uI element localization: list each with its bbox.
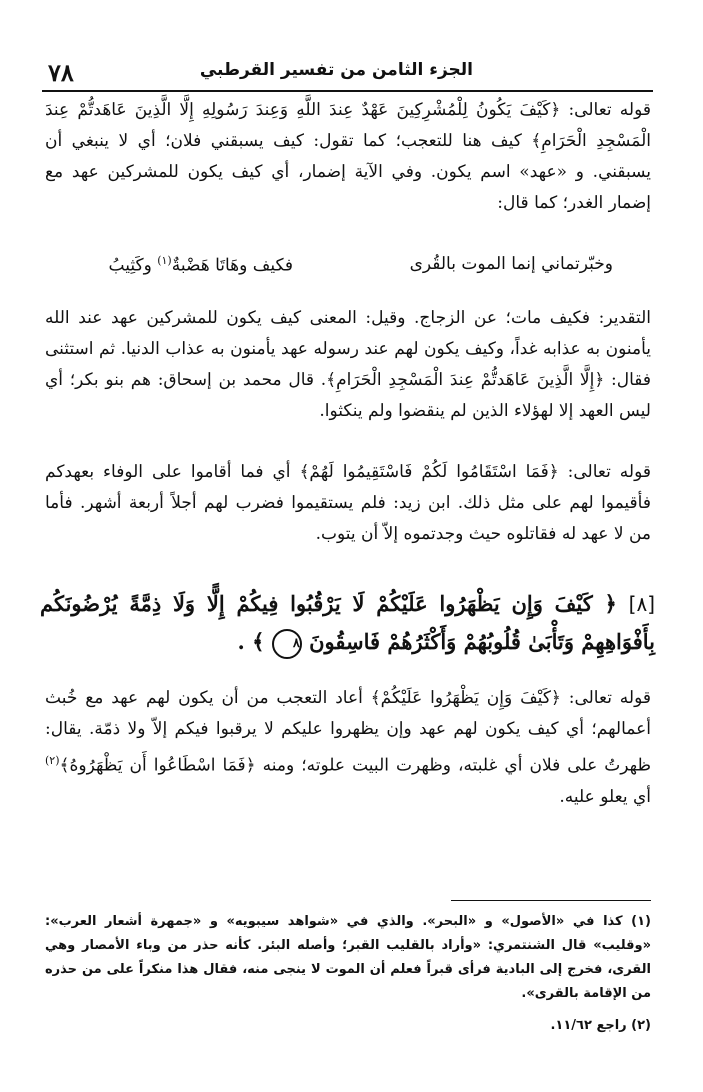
paragraph-1: قوله تعالى: ﴿كَيْفَ يَكُونُ لِلْمُشْرِكِينَ عَهْدٌ عِندَ اللَّهِ وَعِندَ رَسُولِهِ إِلَّا الَّذِينَ عَاهَدتُّمْ عِندَ الْمَسْجِدِ الْحَرَامِ﴾ كيف هنا للتعجب؛ كما تقول: كيف يسبقني فلان؛ أي لا ينبغي أن يسبقني. و «عهد» اسم يكون. وفي الآية إضمار، أي كيف يكون للمشركين عهد مع إضمار الغدر؛ كما قال:: [45, 100, 651, 213]
footnote-divider: [451, 900, 651, 901]
page-header: [42, 56, 653, 92]
footnote-ref-2: (٢): [45, 754, 60, 767]
paragraph-4-text: قوله تعالى: ﴿كَيْفَ وَإِن يَظْهَرُوا عَلَيْكُمْ﴾ أعاد التعجب من أن يكون لهم عهد مع خُبث أعمالهم؛ أي كيف يكون لهم عهد وإن يظهروا عليكم لا يرقبوا فيكم إلاّ ولا ذمّة. يقال: ظهرتُ على فلان أي غلبته، وظهرت البيت علوته؛ ومنه ﴿فَمَا اسْطَاعُوا أَن يَظْهَرُوهُ﴾: [45, 688, 651, 776]
quran-verse-8: [40, 585, 655, 661]
verse-number: [٨]: [628, 592, 656, 616]
verse-closing: ﴾ .: [237, 629, 265, 654]
footnote-1: (١) كذا في «الأصول» و «البحر». والذي في «شواهد سيبويه» و «جمهرة أشعار العرب»: «وقليب» قال الشنتمري: «وأراد بالقليب القبر؛ وأصله البئر. كأنه حذر من وباء الأمصار وهي القرى، فخرج إلى البادية فرأى قبراً فعلم أن الموت لا ينجى منه، فقال هذا منكراً على من حذره من الإقامة بالقرى».: [45, 914, 651, 1001]
verse-text: ﴿ كَيْفَ وَإِن يَظْهَرُوا عَلَيْكُمْ لَا يَرْقُبُوا فِيكُمْ إِلًّا وَلَا ذِمَّةً يُرْضُونَكُم بِأَفْوَاهِهِمْ وَتَأْبَىٰ قُلُوبُهُمْ وَأَكْثَرُهُمْ فَاسِقُونَ: [40, 591, 655, 654]
poetry-hemistich-left-text: فكيف وهَاتَا هَضْبةٌ: [171, 255, 293, 276]
footnote-2: (٢) راجع ١١/٦٢.: [550, 1018, 651, 1033]
paragraph-3: قوله تعالى: ﴿فَمَا اسْتَقَامُوا لَكُمْ فَاسْتَقِيمُوا لَهُمْ﴾ أي فما أقاموا على الوفاء بعهدكم فأقيموا لهم على مثل ذلك. ابن زيد: فلم يستقيموا فضرب لهم أجلاً أربعة أشهر. فأما من لا عهد له فقاتلوه حيث وجدتموه إلاّ أن يتوب.: [45, 462, 651, 544]
poetry-hemistich-left-end: وكَثِيبُ: [108, 255, 152, 276]
footnote-ref-1: (١): [157, 254, 172, 267]
footnotes: [45, 910, 651, 1038]
ayah-end-marker: ٨: [272, 629, 302, 659]
paragraph-4: [45, 683, 651, 813]
page-number: ٧٨: [48, 58, 74, 87]
poetry-verse: [80, 250, 613, 282]
paragraph-2: التقدير: فكيف مات؛ عن الزجاج. وقيل: المعنى كيف يكون للمشركين عهد عند الله يأمنون به عذابه غداً، وكيف يكون لهم عند رسوله عهد يأمنون به عذاب الدنيا. ثم استثنى فقال: ﴿إِلَّا الَّذِينَ عَاهَدتُّمْ عِندَ الْمَسْجِدِ الْحَرَامِ﴾. قال محمد بن إسحاق: هم بنو بكر؛ أي ليس العهد إلا لهؤلاء الذين لم ينقضوا ولم ينكثوا.: [45, 308, 651, 421]
paragraph-4-tail: أي يعلو عليه.: [559, 786, 651, 807]
running-title: الجزء الثامن من تفسير القرطبي: [199, 60, 473, 80]
poetry-hemistich-right: وخبّرتماني إنما الموت بالقُرى: [409, 254, 613, 274]
poetry-hemistich-left: [109, 254, 293, 276]
